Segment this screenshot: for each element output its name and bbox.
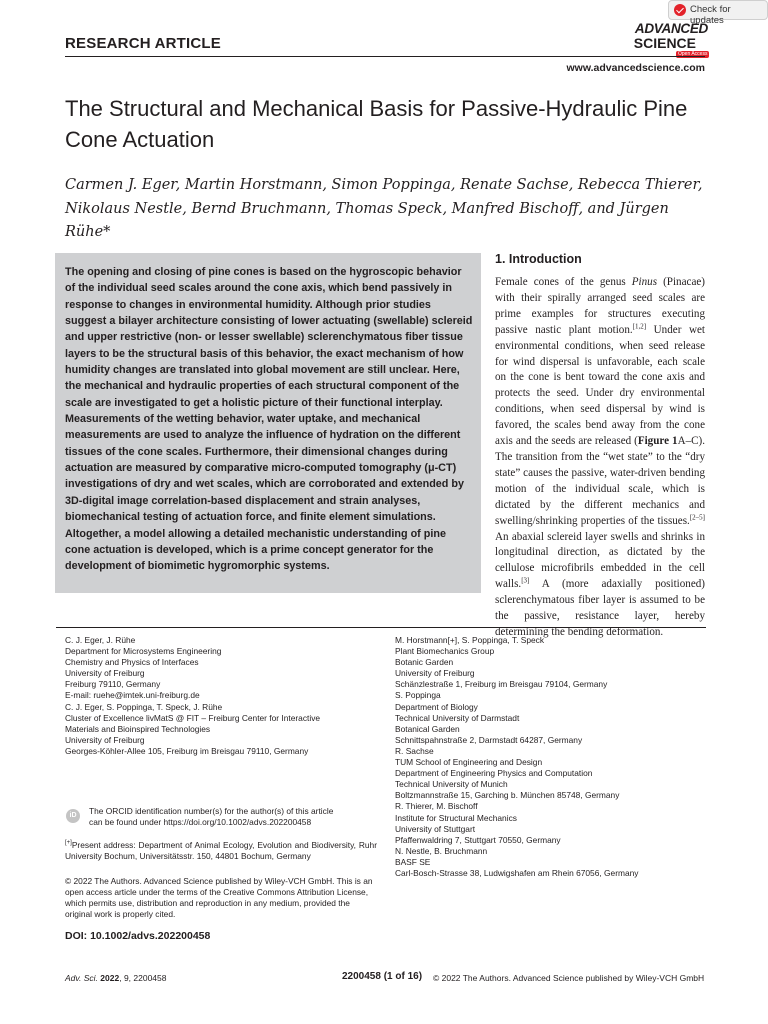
affiliations-divider xyxy=(56,627,706,628)
affiliation-line: University of Stuttgart xyxy=(395,823,476,834)
journal-logo-line1: ADVANCED xyxy=(634,21,708,36)
introduction-heading: 1. Introduction xyxy=(495,252,582,266)
affiliation-line: Schänzlestraße 1, Freiburg im Breisgau 79104, Germany xyxy=(395,679,608,690)
paper-title: The Structural and Mechanical Basis for Passive-Hydraulic Pine Cone Actuation xyxy=(65,96,688,152)
affiliation-line: Plant Biomechanics Group xyxy=(395,646,495,657)
author-line-2: Nikolaus Nestle, Bernd Bruchmann, Thomas Speck, Manfred Bischoff, and Jürgen Rühe* xyxy=(65,200,669,240)
journal-logo-line2: SCIENCE xyxy=(633,35,696,51)
affiliation-line: Department for Microsystems Engineering xyxy=(65,646,222,657)
affiliation-line: N. Nestle, B. Bruchmann xyxy=(395,845,488,856)
affiliation-line: Pfaffenwaldring 7, Stuttgart 70550, Germany xyxy=(395,834,561,845)
affiliation-line: TUM School of Engineering and Design xyxy=(395,757,543,768)
affiliation-line: Carl-Bosch-Strasse 38, Ludwigshafen am Rhein 67056, Germany xyxy=(395,867,639,878)
affiliation-line: R. Sachse xyxy=(395,745,434,756)
copyright-notice: © 2022 The Authors. Advanced Science published by Wiley-VCH GmbH. This is an open access article under the terms of the Creative Commons Attribution License, which permits use, distribution and reproduction in any medium, provided the original work is properly cited. xyxy=(65,876,373,920)
affiliations-left-column xyxy=(65,635,385,757)
journal-url-link[interactable]: www.advancedscience.com xyxy=(566,62,705,74)
affiliation-line: University of Freiburg xyxy=(65,734,145,745)
header-divider xyxy=(65,56,705,57)
corresponding-email[interactable]: E-mail: ruehe@imtek.uni-freiburg.de xyxy=(65,690,200,701)
affiliation-line: Schnittspahnstraße 2, Darmstadt 64287, Germany xyxy=(395,734,583,745)
affiliation-line: Materials and Bioinspired Technologies xyxy=(65,723,211,734)
footer-citation: Adv. Sci. 2022, 9, 2200458 xyxy=(65,973,167,983)
affiliations-right-column xyxy=(395,635,715,879)
affiliation-line: BASF SE xyxy=(395,856,431,867)
reference-3[interactable]: [3] xyxy=(521,576,530,585)
affiliation-line: Institute for Structural Mechanics xyxy=(395,812,517,823)
affiliation-line: Technical University of Munich xyxy=(395,779,508,790)
check-updates-icon xyxy=(674,4,686,16)
affiliation-line: Cluster of Excellence livMatS @ FIT – Freiburg Center for Interactive xyxy=(65,712,321,723)
genus-name: Pinus xyxy=(631,276,658,288)
affiliation-line: C. J. Eger, S. Poppinga, T. Speck, J. Rühe xyxy=(65,701,223,712)
orcid-note: The ORCID identification number(s) for the author(s) of this article can be found under https://doi.org/10.1002/advs.202200458 xyxy=(89,806,381,828)
affiliation-line: Chemistry and Physics of Interfaces xyxy=(65,657,199,668)
author-list xyxy=(65,174,715,245)
affiliation-line: University of Freiburg xyxy=(65,668,145,679)
doi-link[interactable]: DOI: 10.1002/advs.202200458 xyxy=(65,930,211,942)
check-updates-label: Check for updates xyxy=(690,4,731,26)
affiliation-line: Technical University of Darmstadt xyxy=(395,712,520,723)
affiliation-line: Freiburg 79110, Germany xyxy=(65,679,161,690)
check-for-updates-button[interactable] xyxy=(668,0,768,26)
section-label: RESEARCH ARTICLE xyxy=(65,35,221,52)
affiliation-line: University of Freiburg xyxy=(395,668,475,679)
affiliation-line: Boltzmannstraße 15, Garching b. München 85748, Germany xyxy=(395,790,620,801)
reference-1-2[interactable]: [1,2] xyxy=(632,322,647,331)
introduction-paragraph: Female cones of the genus Pinus (Pinacae) with their spirally arranged seed scales are prime examples for structures executing passive nastic plant motion.[1,2] Under wet environmental conditions, when seed release for wind dispersal is unfavorable, each scale on the cone is bent toward the cone axis and protects the seed. Under dry environmental conditions, when seed dispersal by wind is favored, the scales bend away from the cone axis and the seeds are released (Figure 1A–C). The transition from the “wet state” to the “dry state” causes the passive, water-driven bending motion of the individual scale, which is dictated by the different mechanics and swelling/shrinking properties of the tissues.[2–5] An abaxial sclereid layer swells and shrinks in longitudinal direction, as dictated by the cellulose microfibrils embedded in the cell walls.[3] A (more adaxially positioned) sclerenchymatous fiber layer is assumed to be the passive, resistance layer, hereby determining the bending deformation. xyxy=(495,276,705,638)
reference-2-5[interactable]: [2–5] xyxy=(689,512,705,521)
open-access-tag: Open Access xyxy=(678,51,708,57)
footer-page-number: 2200458 (1 of 16) xyxy=(342,971,423,982)
affiliation-line: Department of Engineering Physics and Computation xyxy=(395,768,593,779)
affiliation-line: C. J. Eger, J. Rühe xyxy=(65,635,136,645)
affiliation-line: Botanic Garden xyxy=(395,657,454,668)
orcid-icon[interactable]: iD xyxy=(66,809,80,823)
affiliation-line: Department of Biology xyxy=(395,701,478,712)
abstract-text: The opening and closing of pine cones is based on the hygroscopic behavior of the individual seed scales around the cone axis, which bend passively in response to changes in environmental humidity. Although prior studies suggest a bilayer architecture consisting of lower actuating (swellable) sclereid and upper restrictive (non- or lesser swellable) sclerenchymatous fiber tissue layers to be the structural basis of this behavior, the exact mechanism of how humidity changes are translated into global movement are still unclear. Here, the mechanical and hydraulic properties of each structural component of the scale are investigated to get a holistic picture of their functional interplay. Measurements of the wetting behavior, water uptake, and mechanical measurements are used to analyze the influence of hydration on the different tissues of the cone scales. Furthermore, their dimensional changes during actuation are measured by comparative micro-computed tomography (μ-CT) investigations of dry and wet scales, which are corroborated and extended by 3D-digital image correlation-based displacement and strain analyses, biomechanical testing of actuation force, and finite element simulations. Altogether, a model allowing a detailed mechanistic understanding of pine cone actuation is developed, which is a prime concept generator for the development of biomimetic hygromorphic systems. xyxy=(65,266,473,573)
journal-logo xyxy=(596,22,708,50)
affiliation-line: R. Thierer, M. Bischoff xyxy=(395,801,478,812)
affiliation-line: M. Horstmann[+], S. Poppinga, T. Speck xyxy=(395,635,545,645)
figure-1-link[interactable]: Figure 1 xyxy=(637,435,678,448)
present-address-note: [+]Present address: Department of Animal Ecology, Evolution and Biodiversity, Ruhr University Bochum, Universitätsstr. 150, 44801 Bochum, Germany xyxy=(65,839,377,861)
affiliation-line: Botanical Garden xyxy=(395,723,460,734)
affiliation-line: S. Poppinga xyxy=(395,690,441,701)
author-line-1: Carmen J. Eger, Martin Horstmann, Simon Poppinga, Renate Sachse, Rebecca Thierer, xyxy=(65,177,703,193)
affiliation-line: Georges-Köhler-Allee 105, Freiburg im Breisgau 79110, Germany xyxy=(65,745,309,756)
footer-copyright: © 2022 The Authors. Advanced Science published by Wiley-VCH GmbH xyxy=(433,973,705,983)
orcid-doi-link[interactable]: can be found under https://doi.org/10.1002/advs.202200458 xyxy=(89,817,312,828)
